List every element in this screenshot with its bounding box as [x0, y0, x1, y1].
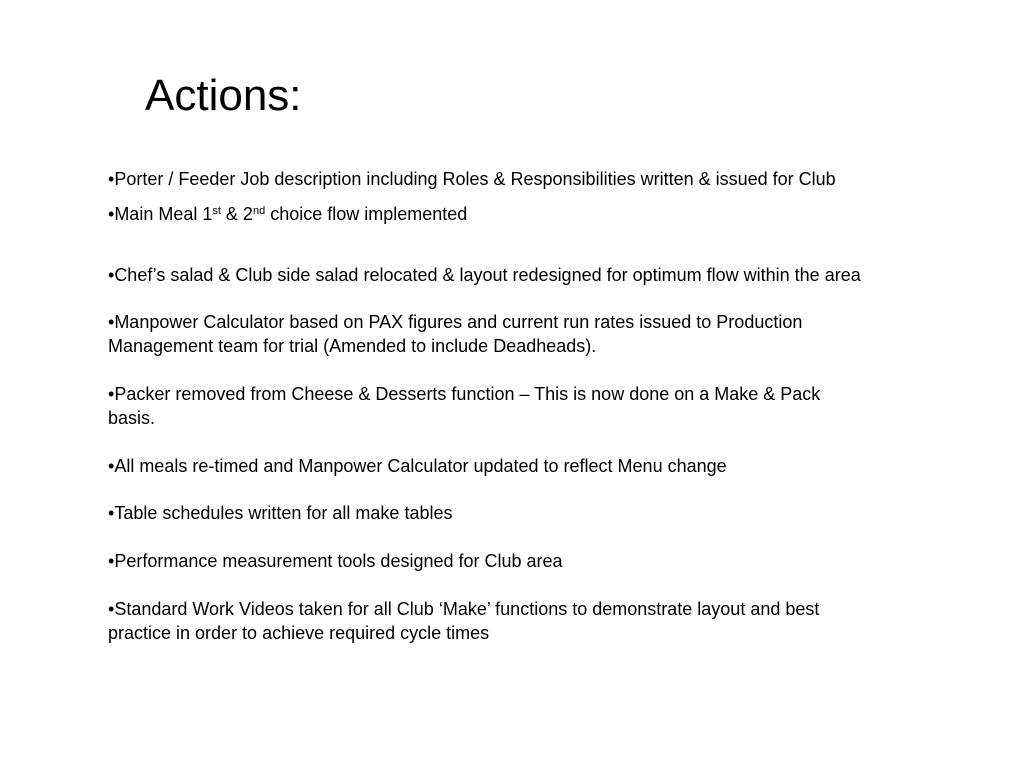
bullet: •	[108, 384, 115, 404]
item-text-part: Main Meal 1	[114, 204, 213, 224]
action-item-main-meal-flow	[108, 202, 467, 226]
action-item-porter-job-description	[108, 167, 836, 191]
item-text-continued: basis.	[108, 408, 156, 428]
bullet: •	[108, 599, 115, 619]
item-text: Packer removed from Cheese & Desserts function – This is now done on a Make & Pack	[114, 384, 821, 404]
action-item-performance-tools	[108, 549, 563, 573]
action-item-salad-relocation	[108, 263, 861, 287]
item-text-continued: Management team for trial (Amended to include Deadheads).	[108, 336, 597, 356]
action-item-table-schedules	[108, 501, 452, 525]
slide-title: Actions:	[145, 71, 302, 120]
superscript-st: st	[212, 205, 221, 217]
item-text: Porter / Feeder Job description including Roles & Responsibilities written & issued for Club	[114, 169, 836, 189]
bullet: •	[108, 204, 115, 224]
item-text: All meals re-timed and Manpower Calculator updated to reflect Menu change	[114, 456, 727, 476]
item-text: Chef’s salad & Club side salad relocated & layout redesigned for optimum flow within the area	[114, 265, 861, 285]
superscript-nd: nd	[252, 205, 266, 217]
action-item-manpower-calculator	[108, 310, 802, 358]
action-item-packer-removed	[108, 382, 820, 430]
item-text-part: choice flow implemented	[265, 204, 468, 224]
bullet: •	[108, 503, 115, 523]
bullet: •	[108, 312, 115, 332]
bullet: •	[108, 456, 115, 476]
item-text: Table schedules written for all make tables	[114, 503, 453, 523]
action-item-meals-retimed	[108, 454, 727, 478]
bullet: •	[108, 265, 115, 285]
item-text-part: & 2	[220, 204, 253, 224]
bullet: •	[108, 551, 115, 571]
item-text: Manpower Calculator based on PAX figures and current run rates issued to Production	[114, 312, 803, 332]
item-text-continued: practice in order to achieve required cycle times	[108, 623, 490, 643]
action-item-standard-work-videos	[108, 597, 819, 645]
bullet: •	[108, 169, 115, 189]
item-text: Performance measurement tools designed for Club area	[114, 551, 563, 571]
item-text: Standard Work Videos taken for all Club ‘Make’ functions to demonstrate layout and best	[114, 599, 820, 619]
